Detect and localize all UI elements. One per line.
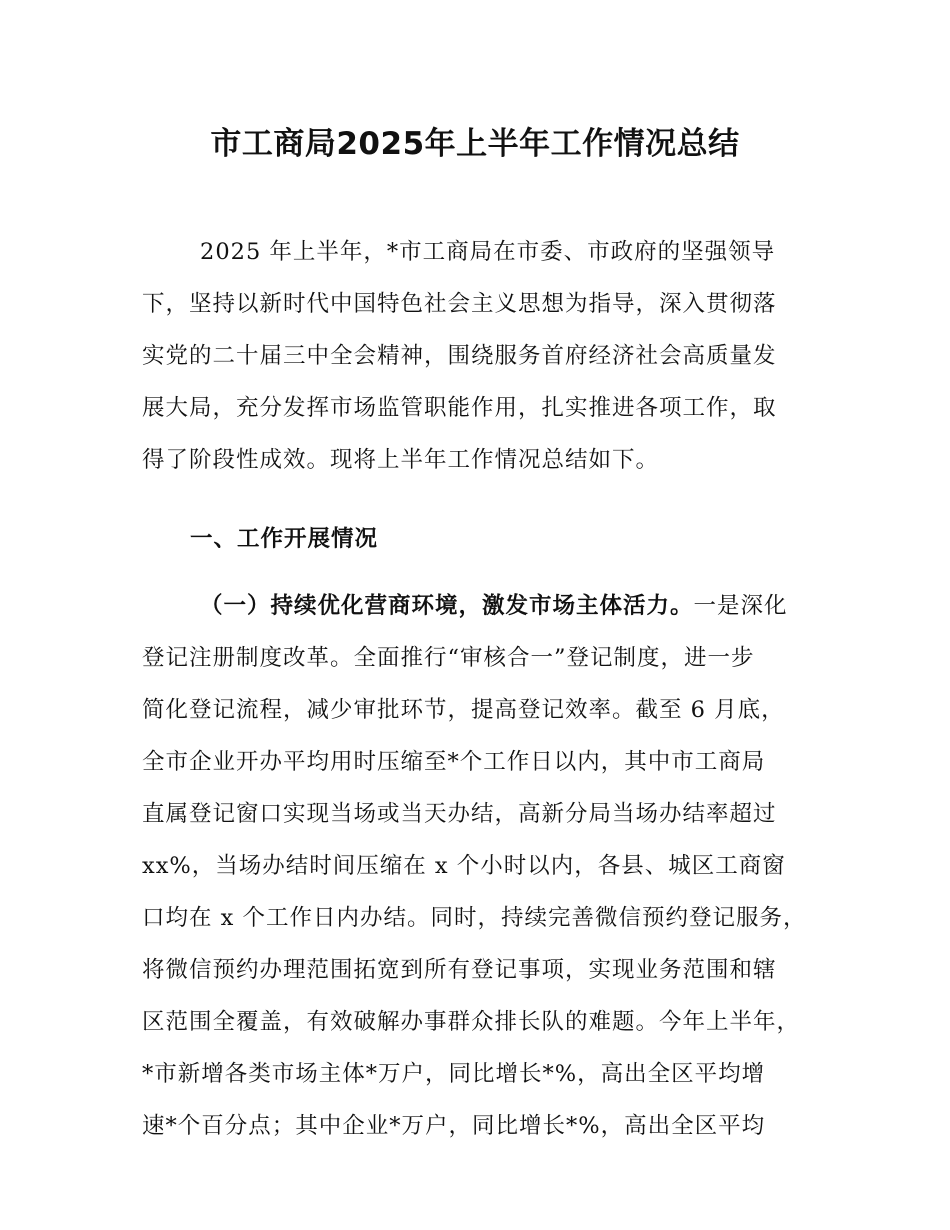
paragraph-line: xx%，当场办结时间压缩在 x 个小时以内，各县、城区工商窗	[142, 853, 786, 879]
paragraph-line: 得了阶段性成效。现将上半年工作情况总结如下。	[142, 447, 660, 473]
paragraph-line: 速*个百分点；其中企业*万户，同比增长*%，高出全区平均	[142, 1113, 766, 1139]
paragraph-text: 一是深化	[693, 593, 788, 619]
paragraph-line: *市新增各类市场主体*万户，同比增长*%，高出全区平均增	[142, 1061, 766, 1087]
paragraph-line: 登记注册制度改革。全面推行“审核合一”登记制度，进一步	[142, 645, 755, 671]
paragraph-line: 实党的二十届三中全会精神，围绕服务首府经济社会高质量发	[142, 343, 777, 369]
paragraph-line: 区范围全覆盖，有效破解办事群众排长队的难题。今年上半年，	[142, 1009, 801, 1035]
paragraph-first-line	[142, 580, 822, 632]
paragraph-line: 2025 年上半年，*市工商局在市委、市政府的坚强领导	[200, 239, 776, 265]
paragraph-line: 展大局，充分发挥市场监管职能作用，扎实推进各项工作，取	[142, 395, 777, 421]
paragraph-line: 口均在 x 个工作日内办结。同时，持续完善微信预约登记服务，	[142, 905, 807, 931]
paragraph-line: 简化登记流程，减少审批环节，提高登记效率。截至 6 月底，	[142, 697, 785, 723]
section-heading: 一、工作开展情况	[190, 526, 379, 552]
subsection-paragraph	[142, 580, 822, 1152]
subsection-heading: （一）持续优化营商环境，激发市场主体活力。	[200, 593, 694, 619]
paragraph-line: 全市企业开办平均用时压缩至*个工作日以内，其中市工商局	[142, 749, 766, 775]
paragraph-line: 下，坚持以新时代中国特色社会主义思想为指导，深入贯彻落	[142, 291, 777, 317]
paragraph-line: 直属登记窗口实现当场或当天办结，高新分局当场办结率超过	[142, 801, 777, 827]
paragraph-line: 将微信预约办理范围拓宽到所有登记事项，实现业务范围和辖	[142, 957, 777, 983]
document-title: 市工商局2025年上半年工作情况总结	[210, 126, 740, 162]
intro-paragraph	[142, 226, 822, 486]
